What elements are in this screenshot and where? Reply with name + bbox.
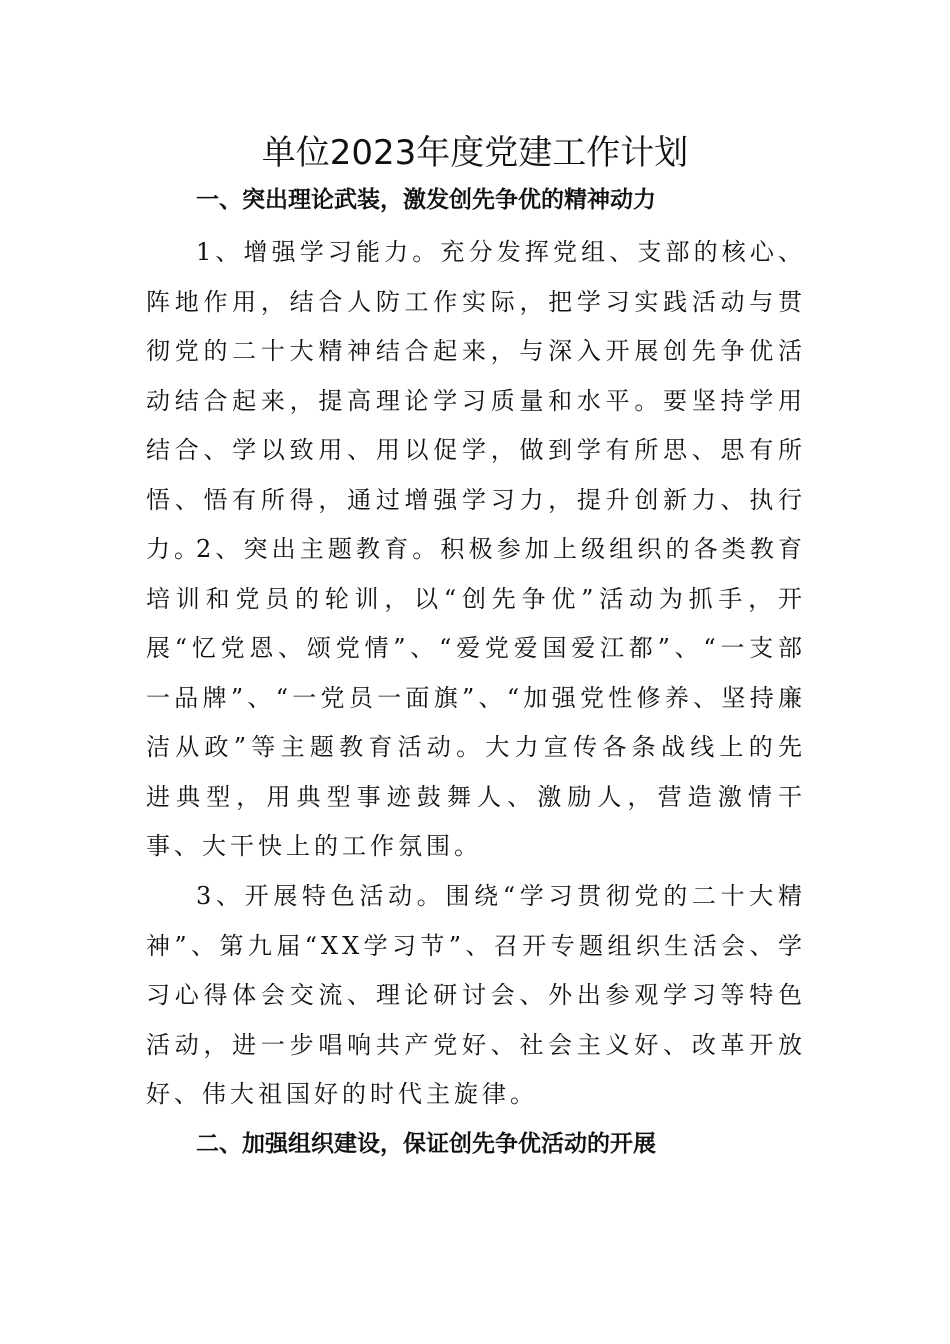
paragraph-2: 2、突出主题教育。积极参加上级组织的各类教育培训和党员的轮训，以“创先争优”活动为抓手，开展“忆党恩、颂党情”、“爱党爱国爱江都”、“一支部一品牌”、“一党员一面旗”、“加强党性修养、坚持廉洁从政”等主题教育活动。大力宣传各条战线上的先进典型，用典型事迹鼓舞人、激励人，营造激情干事、大干快上的工作氛围。 (146, 535, 806, 860)
document-title: 单位2023年度党建工作计划 (261, 133, 689, 173)
paragraph-1: 1、增强学习能力。充分发挥党组、支部的核心、阵地作用，结合人防工作实际，把学习实践活动与贯彻党的二十大精神结合起来，与深入开展创先争优活动结合起来，提高理论学习质量和水平。要坚持学用结合、学以致用、用以促学，做到学有所思、思有所悟、悟有所得，通过增强学习力，提升创新力、执行力。 (146, 238, 806, 563)
section-heading-2: 二、加强组织建设，保证创先争优活动的开展 (196, 1131, 656, 1157)
paragraph-3: 3、开展特色活动。围绕“学习贯彻党的二十大精神”、第九届“XX学习节”、召开专题组织生活会、学习心得体会交流、理论研讨会、外出参观学习等特色活动，进一步唱响共产党好、社会主义好、改革开放好、伟大祖国好的时代主旋律。 (146, 882, 806, 1108)
section-heading-1: 一、突出理论武装，激发创先争优的精神动力 (196, 187, 656, 213)
